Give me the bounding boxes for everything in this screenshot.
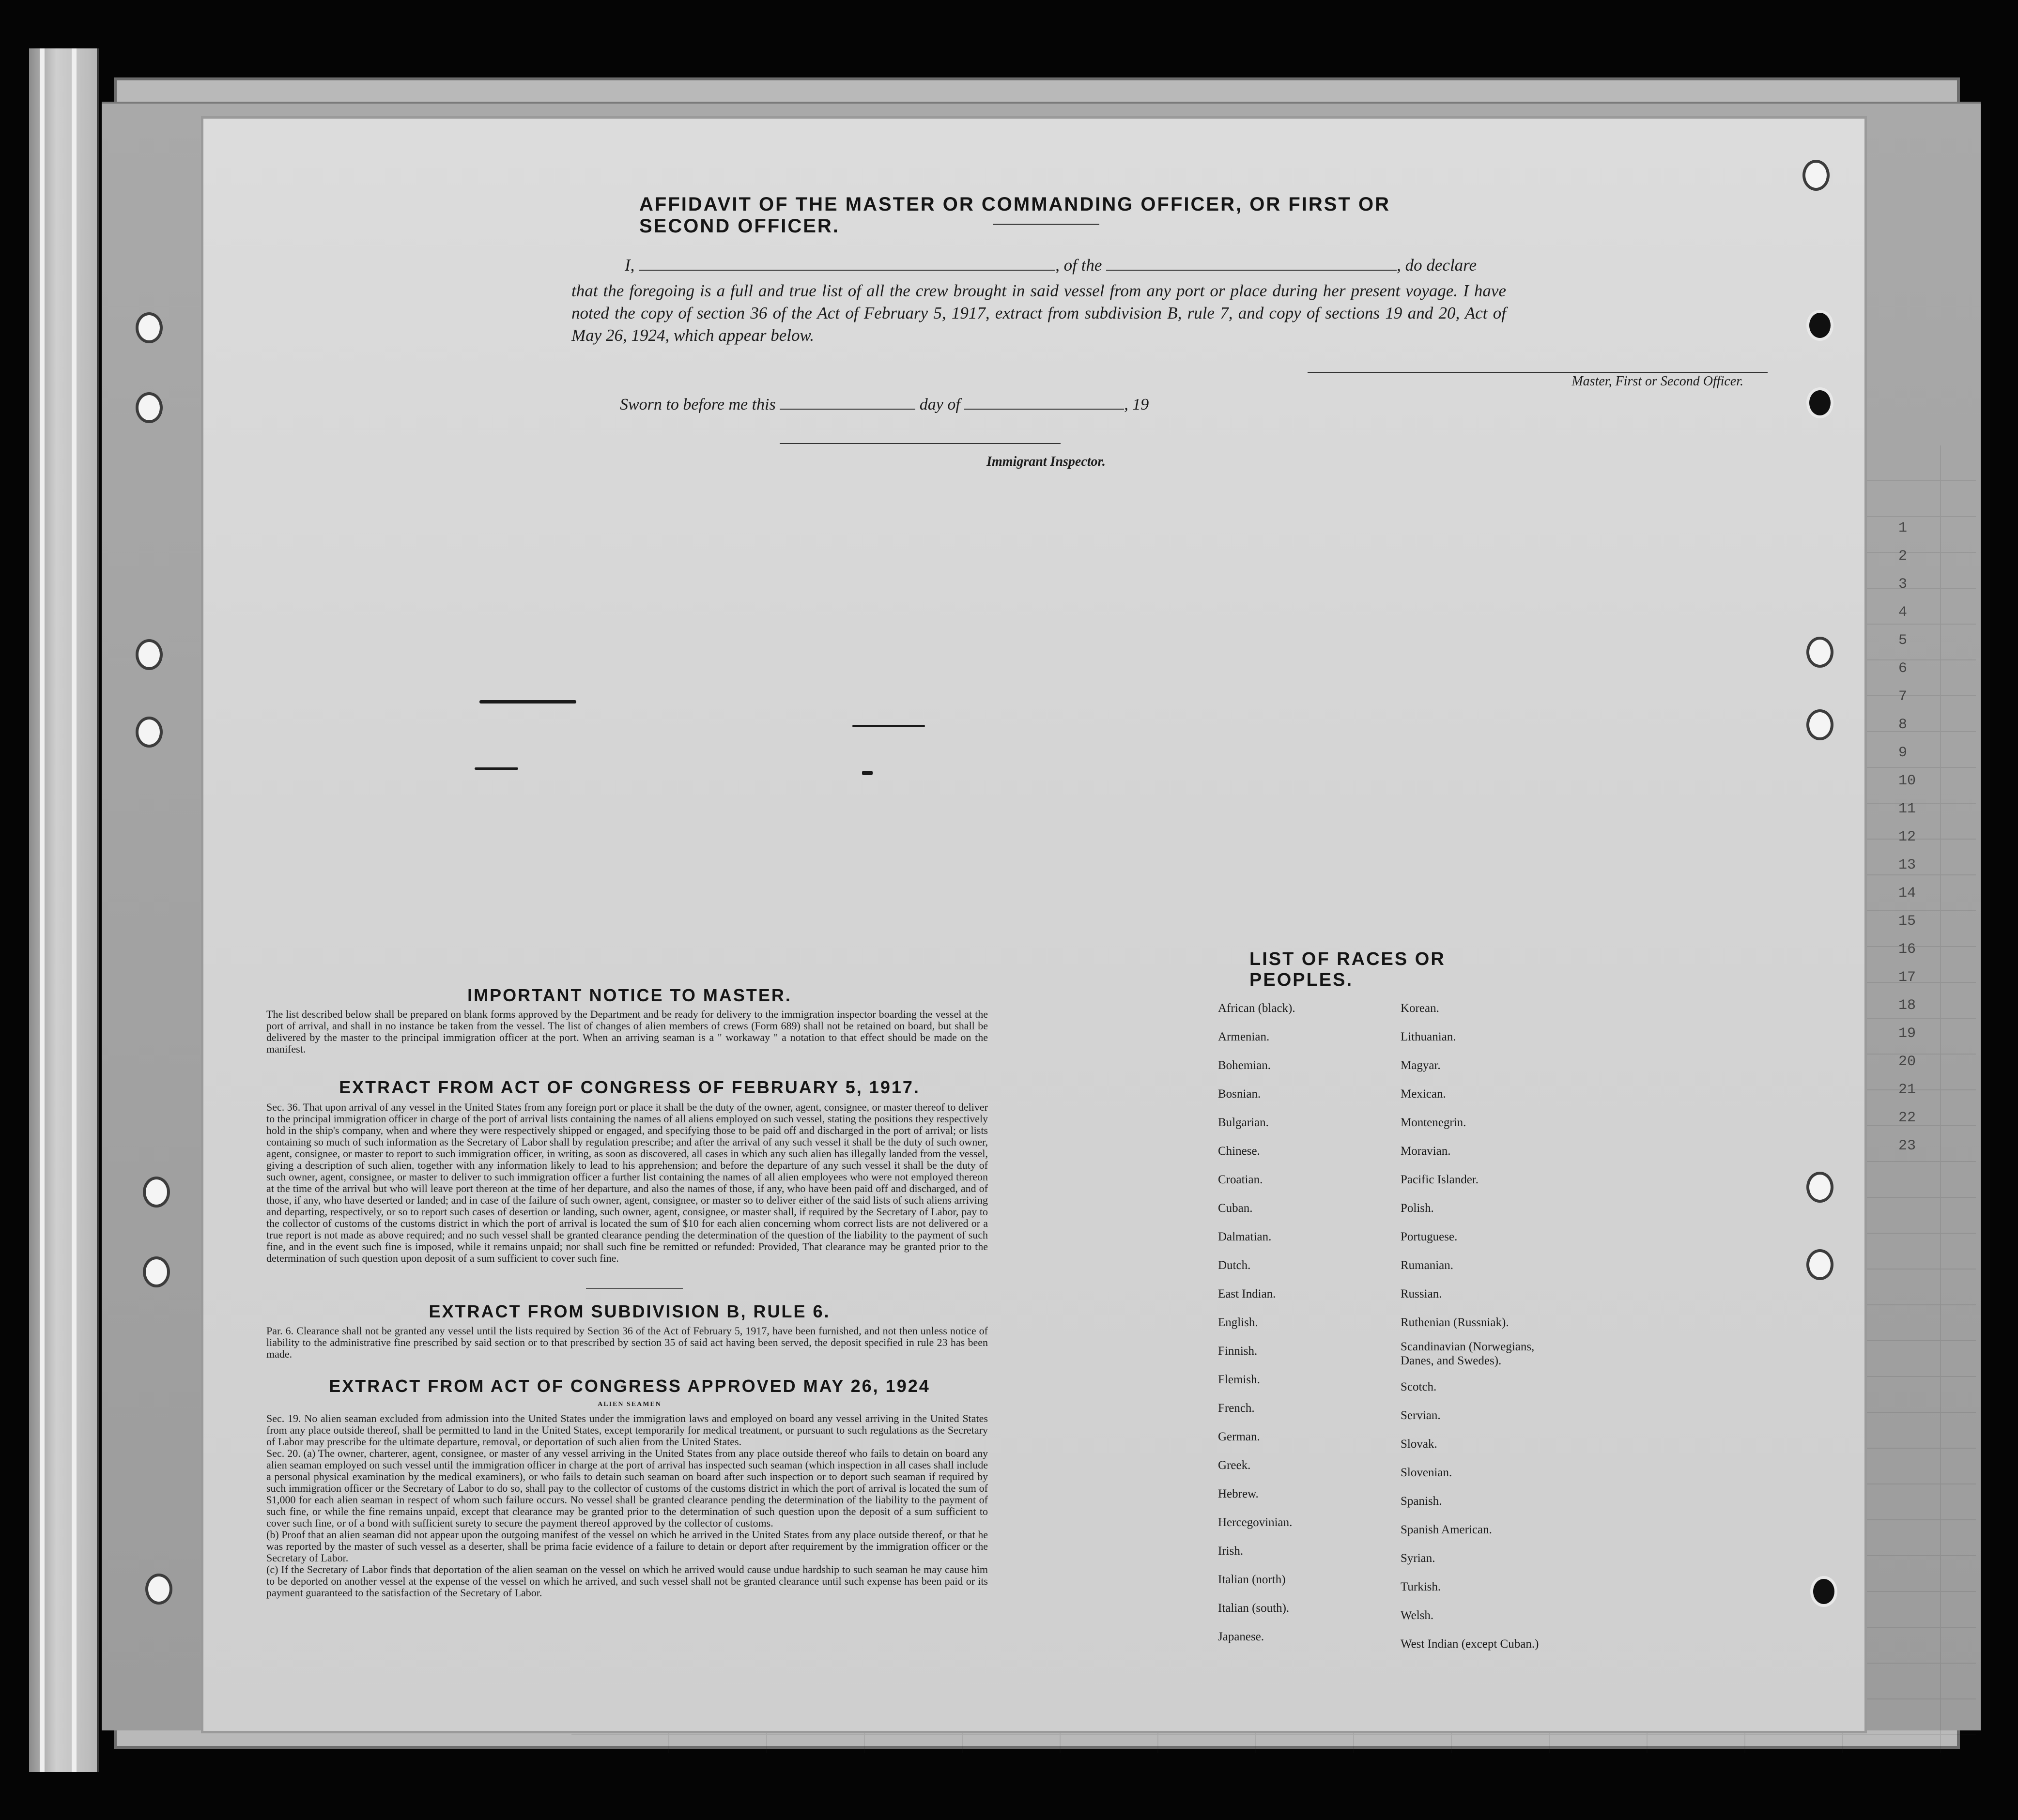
race-item: Japanese.	[1218, 1630, 1264, 1643]
race-item: Lithuanian.	[1401, 1030, 1456, 1043]
affidavit-i: I,	[625, 256, 635, 275]
race-item: Moravian.	[1401, 1145, 1451, 1158]
sworn-line	[620, 393, 1149, 414]
affidavit-declaration-line	[625, 254, 1521, 276]
row-number: 23	[1898, 1138, 1916, 1154]
race-item: Russian.	[1401, 1287, 1442, 1300]
race-item: Bosnian.	[1218, 1087, 1261, 1101]
row-number: 12	[1898, 829, 1916, 845]
notice-body: The list described below shall be prepared on blank forms approved by the Department and be ready for delivery to the immigration inspector boarding the vessel at the port of arrival, and shall in no instance be taken from the vessel. The list of changes of alien members of crews (Form 689) shall not be retained on board, but shall be delivered by the master to the principal immigration officer at the port. When an arriving seaman is a " workaway " a notation to that effect should be made on the manifest.	[266, 1008, 988, 1055]
row-number: 5	[1898, 632, 1908, 649]
races-column-left	[1218, 994, 1383, 1651]
race-item: Welsh.	[1401, 1609, 1434, 1622]
punch-hole	[1802, 160, 1830, 191]
row-number: 11	[1898, 801, 1916, 817]
extract-1917-body: Sec. 36. That upon arrival of any vessel in the United States from any foreign port or place it shall be the duty of the owner, agent, consignee, or master thereof to deliver to the principal immigration officer in charge of the port of arrival lists containing the names of all aliens employed on such vessel, stating the positions they respectively hold in the ship's company, when and where they were respectively shipped or engaged, and specifying those to be paid off and discharged in the port of arrival; or lists containing so much of such information as the Secretary of Labor shall by regulation prescribe; and after the arrival of any such vessel it shall be the duty of such owner, agent, consignee, or master to report to such immigration officer, in writing, as soon as discovered, all cases in which any such alien has illegally landed from the vessel, giving a description of such alien, together with any information likely to lead to his apprehension; and before the departure of any such vessel it shall be the duty of such owner, agent, consignee, or master to deliver to such immigration officer a further list containing the names of all alien employees who were not employed thereon at the time of the arrival but who will leave port thereon at the time of her departure, and also the names of those, if any, who have been paid off and discharged, and of those, if any, who have deserted or landed; and in case of the failure of such owner, agent, consignee, or master so to deliver either of the said lists of such aliens arriving and departing, respectively, or so to report such cases of desertion or landing, such owner, agent, consignee, or master shall, if required by the Secretary of Labor, pay to the collector of customs of the customs district in which the port of arrival is located the sum of $10 for each alien concerning whom correct lists are not delivered or a true report is not made as above required; and no such vessel shall be granted clearance pending the determination of the question of the liability to the payment of such fine, and in the event such fine is imposed, while it remains unpaid; nor shall such fine be remitted or refunded: Provided, That clearance may be granted prior to the determination of such question upon deposit of a sum sufficient to cover such fine.	[266, 1101, 988, 1264]
race-item: Chinese.	[1218, 1145, 1260, 1158]
punch-hole	[1806, 310, 1833, 341]
punch-hole	[145, 1574, 172, 1605]
races-title: LIST OF RACES OR PEOPLES.	[1249, 949, 1446, 990]
signature-label: Master, First or Second Officer.	[1571, 374, 1743, 389]
row-number: 17	[1898, 969, 1916, 986]
race-item: Croatian.	[1218, 1173, 1263, 1186]
race-item: Hercegovinian.	[1218, 1516, 1293, 1529]
race-item: Slovak.	[1401, 1438, 1437, 1451]
section-divider	[586, 1288, 683, 1289]
row-number: 22	[1898, 1110, 1916, 1126]
binder-edge	[29, 48, 99, 1772]
affidavit-title: AFFIDAVIT OF THE MASTER OR COMMANDING OFFICER, OR FIRST OR SECOND OFFICER.	[639, 194, 1390, 237]
race-item: East Indian.	[1218, 1287, 1276, 1300]
race-item: English.	[1218, 1316, 1258, 1329]
row-number: 18	[1898, 997, 1916, 1014]
race-item: Magyar.	[1401, 1059, 1441, 1072]
race-item: Mexican.	[1401, 1087, 1446, 1101]
row-number: 15	[1898, 913, 1916, 930]
race-item: Montenegrin.	[1401, 1116, 1466, 1129]
ink-mark	[479, 700, 576, 704]
notice-title: IMPORTANT NOTICE TO MASTER.	[467, 985, 792, 1005]
race-item: French.	[1218, 1402, 1255, 1415]
race-item: Polish.	[1401, 1202, 1434, 1215]
binder-edge-strip	[72, 48, 77, 1772]
race-item: Dutch.	[1218, 1259, 1251, 1272]
race-item: Portuguese.	[1401, 1230, 1458, 1243]
punch-hole	[143, 1256, 170, 1287]
race-item: African (black).	[1218, 1002, 1295, 1015]
punch-hole	[136, 639, 163, 670]
master-name-field[interactable]	[639, 254, 1055, 271]
punch-hole	[1806, 709, 1833, 740]
punch-hole	[143, 1177, 170, 1208]
row-number: 3	[1898, 576, 1908, 593]
race-item: Armenian.	[1218, 1030, 1270, 1043]
punch-hole	[136, 312, 163, 343]
punch-hole	[1806, 387, 1833, 418]
race-item: German.	[1218, 1430, 1260, 1443]
row-number: 4	[1898, 604, 1908, 621]
row-number: 13	[1898, 857, 1916, 873]
row-number: 16	[1898, 941, 1916, 958]
race-item: Bohemian.	[1218, 1059, 1271, 1072]
punch-hole	[1806, 1172, 1833, 1203]
punch-hole	[1810, 1576, 1837, 1607]
extract-rule6-body: Par. 6. Clearance shall not be granted any vessel until the lists required by Section 36 of the Act of February 5, 1917, have been furnished, and not then unless notice of liability to the administrative fine prescribed by said section or to that prescribed by section 35 of said act having been served, the deposit specified in rule 23 has been made.	[266, 1325, 988, 1360]
ink-mark	[862, 771, 873, 775]
race-item: Irish.	[1218, 1545, 1244, 1558]
row-number: 10	[1898, 773, 1916, 789]
sworn-month-field[interactable]	[964, 393, 1124, 410]
race-item: Turkish.	[1401, 1580, 1441, 1593]
row-number: 6	[1898, 660, 1908, 677]
punch-hole	[136, 717, 163, 748]
vessel-name-field[interactable]	[1106, 254, 1397, 271]
race-item: Spanish American.	[1401, 1523, 1492, 1536]
race-item: Spanish.	[1401, 1495, 1442, 1508]
affidavit-of-the: , of the	[1055, 256, 1102, 275]
race-item: Korean.	[1401, 1002, 1439, 1015]
race-item: Servian.	[1401, 1409, 1441, 1422]
punch-hole	[1806, 1249, 1833, 1280]
race-item: Hebrew.	[1218, 1487, 1259, 1500]
extract-1924-body: Sec. 19. No alien seaman excluded from admission into the United States under the immigration laws and employed on board any vessel arriving in the United States from any place outside thereof, shall be permitted to land in the United States, except temporarily for medical treatment, or pursuant to such regulations as the Secretary of Labor may prescribe for the ultimate departure, removal, or deportation of such alien from the United States. Sec. 20. (a) The owner, charterer, agent, consignee, or master of any vessel arriving in the United States from any place outside thereof who fails to detain on board any alien seaman employed on such vessel until the immigration officer in charge at the port of arrival has inspected such seaman (which inspection in all cases shall include a personal physical examination by the medical examiners), or who fails to detain such seaman on board after such inspection or to deport such seaman if required by such immigration officer or the Secretary of Labor to do so, shall pay to the collector of customs of the customs district in which the port of arrival is located the sum of $1,000 for each alien seaman in respect of whom such failure occurs. No vessel shall be granted clearance pending the determination of the liability to the payment of such fine, or while the fine remains unpaid, except that clearance may be granted prior to the determination of such question upon the deposit of a sum sufficient to cover such fine, or of a bond with sufficient surety to secure the payment thereof approved by the collector of customs. (b) Proof that an alien seaman did not appear upon the outgoing manifest of the vessel on which he arrived in the United States from any place outside thereof, or that he was reported by the master of such vessel as a deserter, shall be prima facie evidence of a failure to detain or deport after requirement by the immigration officer or the Secretary of Labor. (c) If the Secretary of Labor finds that deportation of the alien seaman on the vessel on which he arrived would cause undue hardship to such seaman he may cause him to be deported on another vessel at the expense of the vessel on which he arrived, and such vessel shall not be granted clearance until such expense has been paid or its payment guaranteed to the satisfaction of the Secretary of Labor.	[266, 1412, 988, 1599]
sworn-prefix: Sworn to before me this	[620, 396, 776, 413]
row-number: 7	[1898, 688, 1908, 705]
race-item: Pacific Islander.	[1401, 1173, 1479, 1186]
punch-hole	[136, 392, 163, 423]
extract-rule6-title: EXTRACT FROM SUBDIVISION B, RULE 6.	[429, 1301, 831, 1321]
sworn-day-field[interactable]	[780, 393, 915, 410]
title-underline	[993, 224, 1099, 225]
race-item: Syrian.	[1401, 1552, 1435, 1565]
row-number: 19	[1898, 1025, 1916, 1042]
race-item: Finnish.	[1218, 1345, 1258, 1358]
extract-1924-subtitle: ALIEN SEAMEN	[598, 1401, 662, 1408]
race-item: Italian (south).	[1218, 1602, 1290, 1615]
race-item: Cuban.	[1218, 1202, 1253, 1215]
race-item: Ruthenian (Russniak).	[1401, 1316, 1509, 1329]
row-number: 21	[1898, 1082, 1916, 1098]
race-item: Flemish.	[1218, 1373, 1260, 1386]
race-item: Scotch.	[1401, 1380, 1437, 1393]
signature-line[interactable]	[1308, 372, 1768, 373]
inspector-label: Immigrant Inspector.	[986, 454, 1106, 469]
row-number: 9	[1898, 745, 1908, 761]
extract-1917-title: EXTRACT FROM ACT OF CONGRESS OF FEBRUARY 5, 1917.	[339, 1077, 920, 1097]
race-item: Italian (north)	[1218, 1573, 1286, 1586]
race-item: Bulgarian.	[1218, 1116, 1269, 1129]
punch-hole	[1806, 637, 1833, 668]
extract-1924-title: EXTRACT FROM ACT OF CONGRESS APPROVED MAY 26, 1924	[329, 1376, 930, 1396]
ink-mark	[852, 725, 925, 727]
race-item: Dalmatian.	[1218, 1230, 1272, 1243]
row-number: 8	[1898, 717, 1908, 733]
race-item: West Indian (except Cuban.)	[1401, 1637, 1539, 1651]
races-column-right	[1401, 994, 1623, 1658]
race-item: Slovenian.	[1401, 1466, 1452, 1479]
row-number: 14	[1898, 885, 1916, 902]
affidavit-body: that the foregoing is a full and true list of all the crew brought in said vessel from any port or place during her present voyage. I have noted the copy of section 36 of the Act of February 5, 1917, extract from subdivision B, rule 7, and copy of sections 19 and 20, Act of May 26, 1924, which appear below.	[571, 281, 1506, 345]
affidavit-do-declare: , do declare	[1397, 256, 1477, 275]
race-item: Scandinavian (Norwegians, Danes, and Swedes).	[1401, 1340, 1535, 1367]
binder-edge-strip	[40, 48, 45, 1772]
race-item: Greek.	[1218, 1459, 1251, 1472]
row-number: 2	[1898, 548, 1908, 565]
ink-mark	[475, 767, 518, 770]
row-number: 20	[1898, 1054, 1916, 1070]
sworn-year-label: , 19	[1124, 396, 1149, 413]
race-item: Rumanian.	[1401, 1259, 1454, 1272]
sworn-day-label: day of	[919, 396, 960, 413]
row-number: 1	[1898, 520, 1908, 536]
inspector-signature-line[interactable]	[780, 443, 1061, 444]
